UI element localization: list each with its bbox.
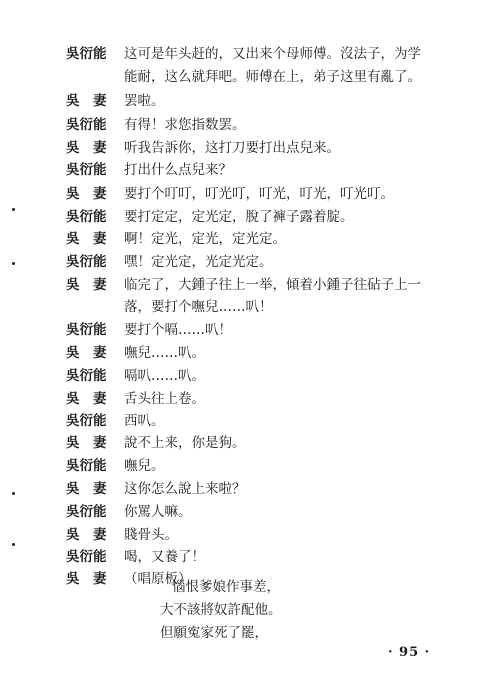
speaker-name: 吳 妻: [66, 527, 107, 543]
page-number: · 95 ·: [388, 645, 431, 660]
dialogue-text: 这可是年头赶的，又出来个母师傅。沒法子，为学: [124, 46, 421, 62]
dialogue-text: 临完了，大鍾子往上一举，傾着小鍾子往砧子上一: [124, 277, 421, 293]
speaker-name: 吳 妻: [66, 93, 107, 109]
dialogue-line: [66, 44, 461, 64]
speaker-name: 吳衍能: [66, 117, 107, 133]
dialogue-line: [66, 456, 461, 476]
speaker-name: 吳衍能: [66, 209, 107, 225]
margin-mark: [12, 543, 15, 546]
margin-mark: [12, 208, 15, 211]
dialogue-line: [66, 525, 461, 545]
speaker-name: 吳衍能: [66, 549, 107, 565]
dialogue-text: 賤骨头。: [124, 527, 178, 543]
speaker-name: 吳衍能: [66, 322, 107, 338]
dialogue-text: 要打定定，定光定，脫了褲子露着腚。: [124, 209, 354, 225]
speaker-name: 吳 妻: [66, 345, 107, 361]
dialogue-line: [66, 275, 461, 295]
dialogue-text: 說不上来，你是狗。: [124, 435, 246, 451]
dialogue-line: [66, 320, 461, 340]
dialogue-text: 能耐，这么就拜吧。师傅在上，弟子这里有亂了。: [124, 69, 421, 85]
speaker-name: 吳 妻: [66, 435, 107, 451]
speaker-name: 吳衍能: [66, 46, 107, 62]
dialogue-text: 舌头往上卷。: [124, 391, 205, 407]
verse-line: 大不該將奴許配他。: [160, 602, 282, 618]
dialogue-text: 这你怎么說上来啦？: [124, 481, 246, 497]
speaker-name: 吳 妻: [66, 277, 107, 293]
dialogue-line: [66, 389, 461, 409]
speaker-name: 吳衍能: [66, 413, 107, 429]
dialogue-line: [66, 91, 461, 111]
speaker-name: 吳 妻: [66, 391, 107, 407]
speaker-name: 吳衍能: [66, 504, 107, 520]
speaker-name: 吳 妻: [66, 571, 107, 587]
margin-mark: [12, 262, 15, 265]
speaker-name: 吳衍能: [66, 458, 107, 474]
dialogue-line: [66, 433, 461, 453]
speaker-name: 吳衍能: [66, 254, 107, 270]
verse-line: 但願寃家死了罷，: [160, 625, 268, 641]
dialogue-line: [66, 547, 461, 567]
dialogue-line: [66, 67, 461, 87]
dialogue-line: [66, 138, 461, 158]
dialogue-line: [66, 115, 461, 135]
dialogue-text: 打出什么点兒来？: [124, 162, 232, 178]
speaker-name: 吳 妻: [66, 231, 107, 247]
speaker-name: 吳衍能: [66, 162, 107, 178]
dialogue-line: [66, 502, 461, 522]
dialogue-text: 落，要打个嘸兒……叭！: [124, 299, 273, 315]
dialogue-text: 嘸兒。: [124, 458, 165, 474]
dialogue-line: [66, 229, 461, 249]
dialogue-text: 西叭。: [124, 413, 165, 429]
dialogue-text: 嗝叭……叭。: [124, 368, 205, 384]
dialogue-line: [66, 297, 461, 317]
dialogue-text: 要打个叮叮，叮光叮，叮光，叮光，叮光叮。: [124, 186, 394, 202]
dialogue-text: 嘸兒……叭。: [124, 345, 205, 361]
dialogue-line: [66, 252, 461, 272]
dialogue-text: 你罵人嘛。: [124, 504, 192, 520]
speaker-name: 吳 妻: [66, 140, 107, 156]
dialogue-line: [66, 184, 461, 204]
speaker-name: 吳 妻: [66, 186, 107, 202]
speaker-name: 吳衍能: [66, 368, 107, 384]
dialogue-text: 罢啦。: [124, 93, 165, 109]
dialogue-text: 嘿！定光定，光定光定。: [124, 254, 273, 270]
verse-line: 惱恨爹娘作事差，: [172, 579, 280, 595]
dialogue-line: [66, 160, 461, 180]
dialogue-text: 有得！求您指数罢。: [124, 117, 246, 133]
dialogue-text: （唱原板）: [124, 571, 192, 587]
dialogue-text: 听我告訴你，这打刀要打出点兒来。: [124, 140, 340, 156]
dialogue-line: [66, 479, 461, 499]
dialogue-text: 要打个嗝……叭！: [124, 322, 232, 338]
dialogue-text: 喝，又養了！: [124, 549, 205, 565]
dialogue-line: [66, 207, 461, 227]
dialogue-text: 啊！定光，定光，定光定。: [124, 231, 286, 247]
dialogue-line: [66, 411, 461, 431]
dialogue-line: [66, 366, 461, 386]
dialogue-line: [66, 343, 461, 363]
margin-mark: [12, 492, 15, 495]
speaker-name: 吳 妻: [66, 481, 107, 497]
